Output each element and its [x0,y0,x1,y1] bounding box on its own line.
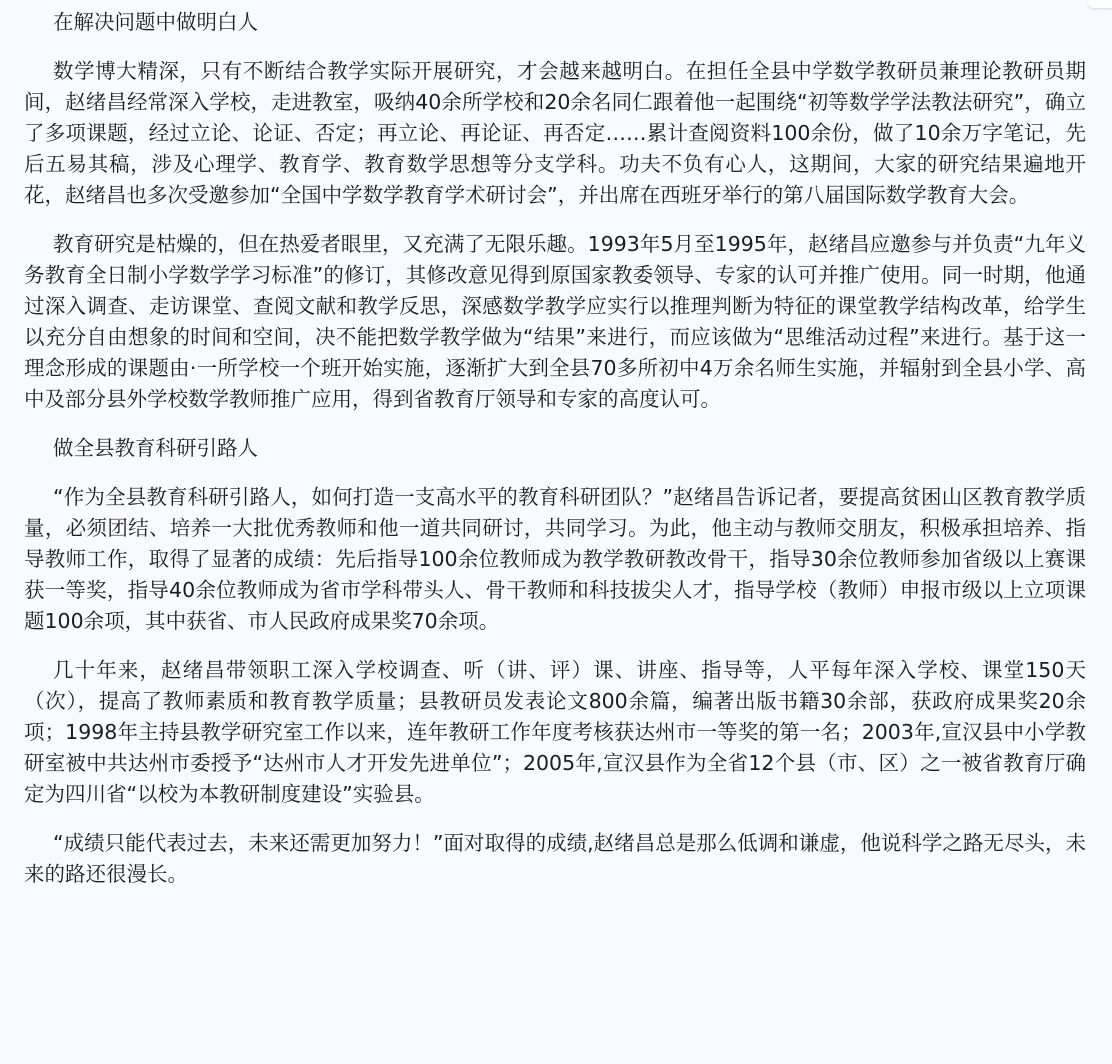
scroll-corner-tab [1088,0,1112,8]
paragraph-team-building: “作为全县教育科研引路人，如何打造一支高水平的教育科研团队？”赵绪昌告诉记者，要提高贫困山区教育教学质量，必须团结、培养一大批优秀教师和他一道共同研讨，共同学习。为此，他主动与教师交朋友，积极承担培养、指导教师工作，取得了显著的成绩：先后指导100余位教师成为教学教研教改骨干，指导30余位教师参加省级以上赛课获一等奖，指导40余位教师成为省市学科带头人、骨干教师和科技拔尖人才，指导学校（教师）申报市级以上立项课题100余项，其中获省、市人民政府成果奖70余项。 [24,485,1086,633]
paragraph-education-research: 教育研究是枯燥的，但在热爱者眼里，又充满了无限乐趣。1993年5月至1995年，赵绪昌应邀参与并负责“九年义务教育全日制小学数学学习标准”的修订，其修改意见得到原国家教委领导、专家的认可并推广使用。同一时期，他通过深入调查、走访课堂、查阅文献和教学反思，深感数学教学应实行以推理判断为特征的课堂教学结构改革，给学生以充分自由想象的时间和空间，决不能把数学教学做为“结果”来进行，而应该做为“思维活动过程”来进行。基于这一理念形成的课题由·一所学校一个班开始实施，逐渐扩大到全县70多所初中4万余名师生实施，并辐射到全县小学、高中及部分县外学校数学教师推广应用，得到省教育厅领导和专家的高度认可。 [24,232,1086,411]
paragraph-achievements: 几十年来，赵绪昌带领职工深入学校调查、听（讲、评）课、讲座、指导等，人平每年深入学校、课堂150天（次），提高了教师素质和教育教学质量；县教研员发表论文800余篇，编著出版书籍30余部，获政府成果奖20余项；1998年主持县教学研究室工作以来，连年教研工作年度考核获达州市一等奖的第一名；2003年,宣汉县中小学教研室被中共达州市委授予“达州市人才开发先进单位”；2005年,宣汉县作为全省12个县（市、区）之一被省教育厅确定为四川省“以校为本教研制度建设”实验县。 [24,658,1086,806]
article-body [24,7,1086,908]
paragraph-research: 数学博大精深，只有不断结合教学实际开展研究，才会越来越明白。在担任全县中学数学教研员兼理论教研员期间，赵绪昌经常深入学校，走进教室，吸纳40余所学校和20余名同仁跟着他一起围绕“初等数学学法教法研究”，确立了多项课题，经过立论、论证、否定；再立论、再论证、再否定……累计查阅资料100余份，做了10余万字笔记，先后五易其稿，涉及心理学、教育学、教育数学思想等分支学科。功夫不负有心人，这期间，大家的研究结果遍地开花，赵绪昌也多次受邀参加“全国中学数学教育学术研讨会”，并出席在西班牙举行的第八届国际数学教育大会。 [24,59,1086,207]
paragraph-closing: “成绩只能代表过去，未来还需更加努力！”面对取得的成绩,赵绪昌总是那么低调和谦虚，他说科学之路无尽头，未来的路还很漫长。 [24,831,1086,886]
section-heading-research-leader: 做全县教育科研引路人 [53,436,258,460]
section-heading-problem-solving: 在解决问题中做明白人 [53,10,258,34]
